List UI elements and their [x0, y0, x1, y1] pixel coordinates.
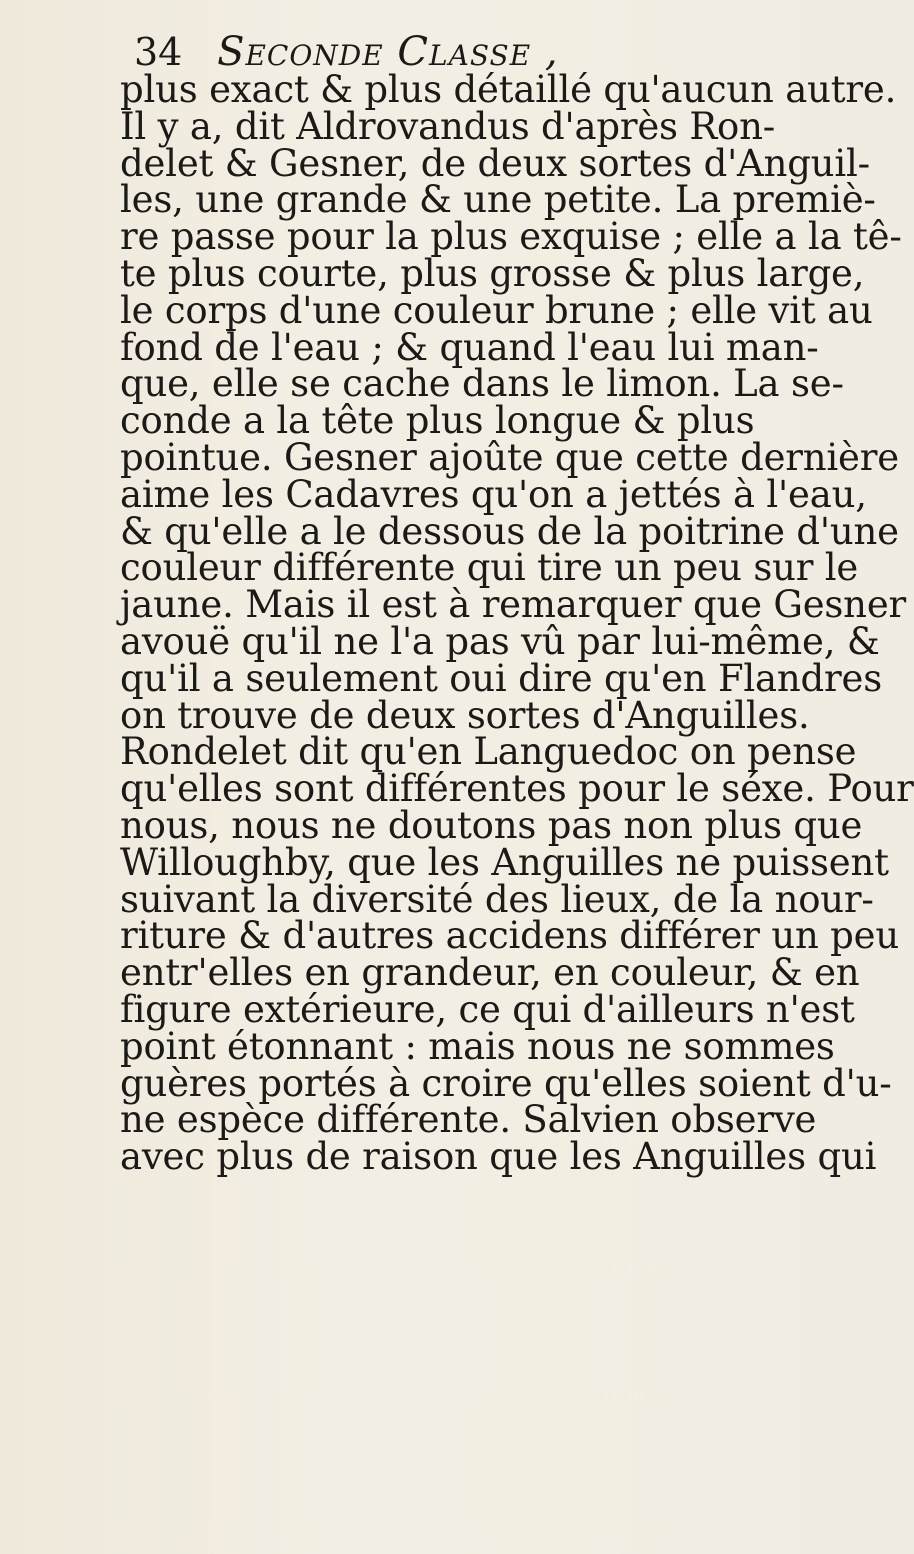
text-line: nous, nous ne doutons pas non plus que [120, 803, 863, 847]
running-title: Seconde Classe , [217, 29, 559, 75]
text-line: conde a la tête plus longue & plus [120, 399, 755, 443]
body-text [120, 68, 914, 1179]
text-line: jaune. Mais il est à remarquer que Gesner [120, 583, 906, 627]
text-line: pointue. Gesner ajoûte que cette dernière [120, 435, 899, 479]
text-line: Rondelet dit qu'en Languedoc on pense [120, 730, 857, 774]
text-line: figure extérieure, ce qui d'ailleurs n'est [120, 987, 855, 1031]
text-line: couleur différente qui tire un peu sur le [120, 546, 859, 590]
text-line: Willoughby, que les Anguilles ne puissent [120, 840, 889, 884]
text-line: qu'il a seulement oui dire qu'en Flandres [120, 656, 883, 700]
text-line: le corps d'une couleur brune ; elle vit au [120, 288, 873, 332]
text-line: ne espèce différente. Salvien observe [120, 1098, 817, 1142]
text-line: delet & Gesner, de deux sortes d'Anguil- [120, 141, 870, 185]
page-number: 34 [134, 30, 183, 74]
text-line: riture & d'autres accidens différer un peu [120, 914, 899, 958]
text-line: Il y a, dit Aldrovandus d'après Ron- [120, 104, 776, 148]
text-line: fond de l'eau ; & quand l'eau lui man- [120, 325, 819, 369]
text-line: & qu'elle a le dessous de la poitrine d'une [120, 509, 899, 553]
text-line: que, elle se cache dans le limon. La se- [120, 362, 844, 406]
text-line: avouë qu'il ne l'a pas vû par lui-même, & [120, 619, 880, 663]
text-line: entr'elles en grandeur, en couleur, & en [120, 951, 860, 995]
text-line: plus exact & plus détaillé qu'aucun autre. [120, 68, 897, 111]
text-line: point étonnant : mais nous ne sommes [120, 1024, 835, 1068]
text-line: re passe pour la plus exquise ; elle a la tê- [120, 215, 902, 259]
text-line: avec plus de raison que les Anguilles qui [120, 1135, 877, 1179]
text-line: aime les Cadavres qu'on a jettés à l'eau, [120, 472, 867, 516]
text-line: suivant la diversité des lieux, de la nour- [120, 877, 874, 921]
text-line: te plus courte, plus grosse & plus large, [120, 251, 865, 295]
text-line: qu'elles sont différentes pour le séxe. Pour [120, 767, 914, 811]
text-line: guères portés à croire qu'elles soient d'u- [120, 1061, 892, 1105]
text-line: on trouve de deux sortes d'Anguilles. [120, 693, 810, 737]
text-line: les, une grande & une petite. La premiè- [120, 178, 876, 222]
